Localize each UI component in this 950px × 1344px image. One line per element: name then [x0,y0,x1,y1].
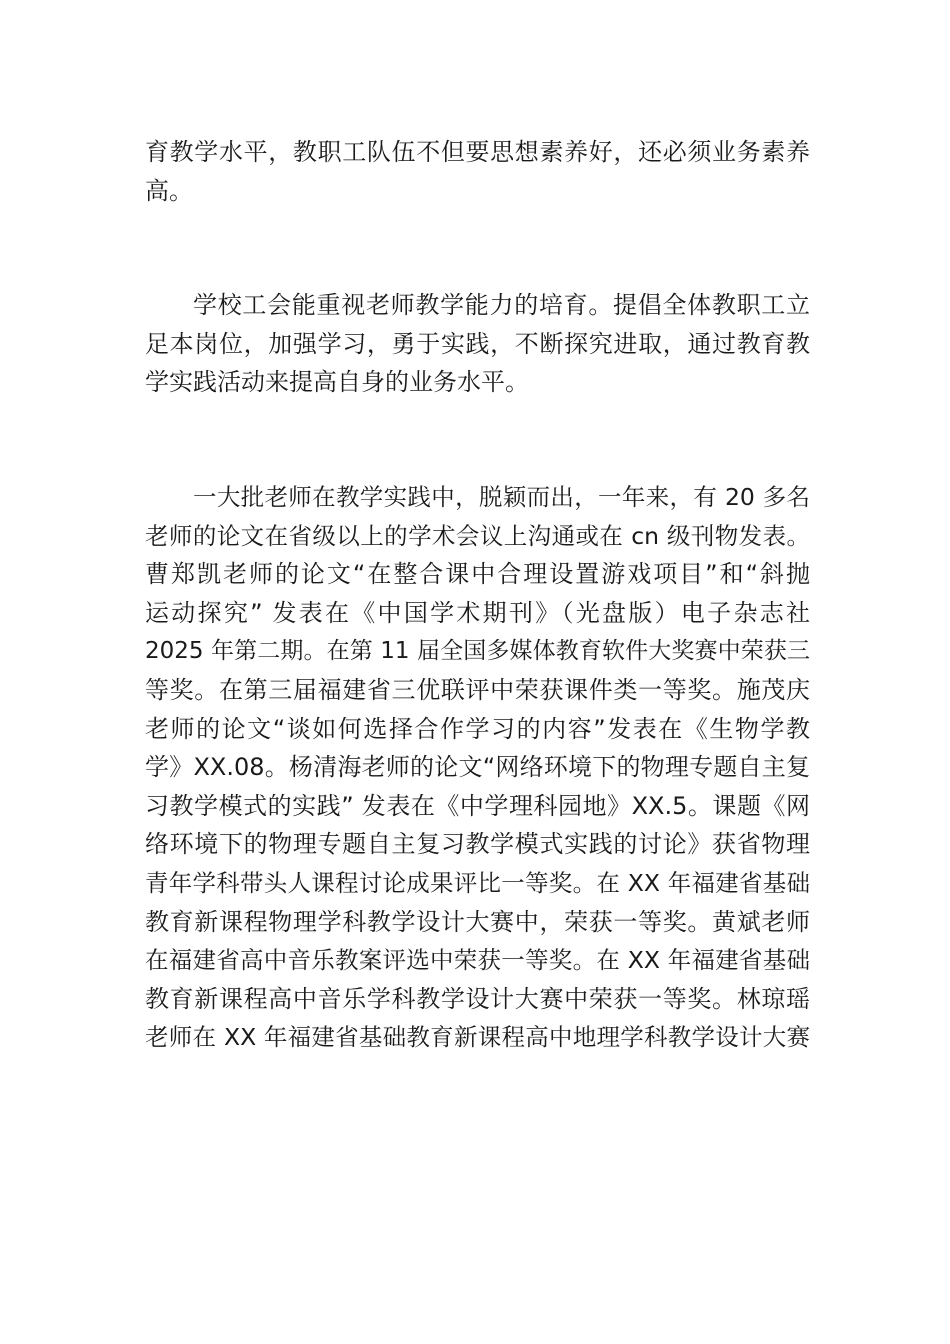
paragraph-line: 习教学模式的实践” 发表在《中学理科园地》XX.5。课题《网 [145,791,810,820]
paragraph-line: 曹郑凯老师的论文“在整合课中合理设置游戏项目”和“斜抛 [145,560,810,589]
paragraph-line: 青年学科带头人课程讨论成果评比一等奖。在 XX 年福建省基础 [145,869,810,897]
paragraph-line: 在福建省高中音乐教案评选中荣获一等奖。在 XX 年福建省基础 [145,946,810,975]
paragraph-line: 高。 [145,176,193,205]
paragraph-line: 育教学水平，教职工队伍不但要思想素养好，还必须业务素养 [145,138,810,166]
paragraph-line: 老师在 XX 年福建省基础教育新课程高中地理学科教学设计大赛 [145,1023,810,1052]
paragraph-line: 一大批老师在教学实践中，脱颖而出，一年来，有 20 多名 [193,483,810,511]
paragraph-line: 络环境下的物理专题自主复习教学模式实践的讨论》获省物理 [145,830,810,859]
paragraph-line: 等奖。在第三届福建省三优联评中荣获课件类一等奖。施茂庆 [145,676,810,704]
paragraph-line: 运动探究” 发表在《中国学术期刊》（光盘版）电子杂志社 [145,598,810,627]
paragraph-line: 老师的论文“谈如何选择合作学习的内容”发表在《生物学教 [145,714,810,743]
paragraph-line: 老师的论文在省级以上的学术会议上沟通或在 cn 级刊物发表。 [145,521,810,550]
paragraph-line: 2025 年第二期。在第 11 届全国多媒体教育软件大奖赛中荣获三 [145,638,810,665]
paragraph-line: 学》XX.08。杨清海老师的论文“网络环境下的物理专题自主复 [145,753,810,782]
paragraph-line: 教育新课程高中音乐学科教学设计大赛中荣获一等奖。林琼瑶 [145,984,810,1013]
paragraph-line: 足本岗位，加强学习，勇于实践，不断探究进取，通过教育教 [145,329,810,358]
paragraph-line: 学实践活动来提高自身的业务水平。 [145,368,529,397]
paragraph-line: 教育新课程物理学科教学设计大赛中，荣获一等奖。黄斌老师 [145,907,810,936]
paragraph-line: 学校工会能重视老师教学能力的培育。提倡全体教职工立 [193,291,810,319]
